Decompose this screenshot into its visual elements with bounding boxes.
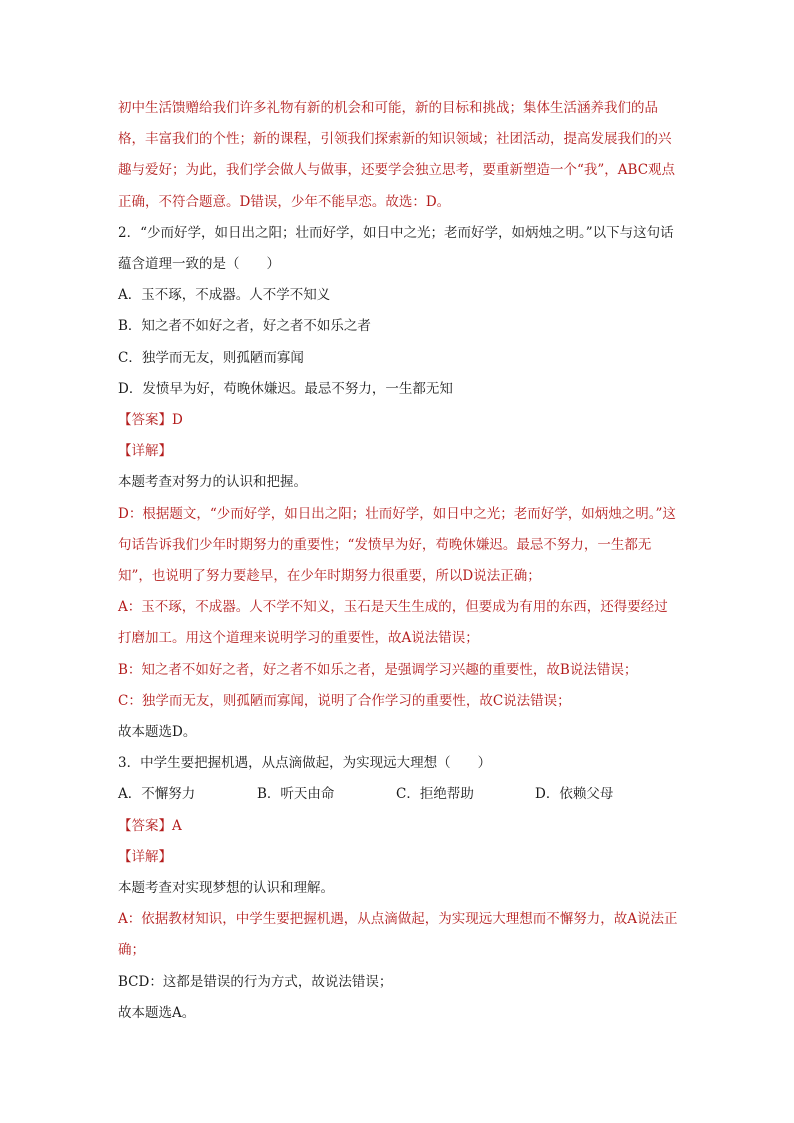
- question-3-answer: 【答案】A: [118, 817, 182, 834]
- question-2-option-c: C．独学而无友，则孤陋而寡闻: [118, 349, 304, 366]
- document-content: [118, 93, 678, 1029]
- question-2-answer: 【答案】D: [118, 412, 183, 429]
- question-3-option-a: A．不懈努力: [118, 786, 196, 803]
- question-2-detail-heading: 【详解】: [118, 443, 172, 460]
- question-3-option-d: D．依赖父母: [535, 786, 614, 803]
- question-2-analysis-b: B：知之者不如好之者，好之者不如乐之者，是强调学习兴趣的重要性，故B说法错误；: [118, 661, 638, 678]
- question-2-option-d: D．发愤早为好，苟晚休嫌迟。最忌不努力，一生都无知: [118, 380, 453, 397]
- question-3-analysis-bcd: BCD：这都是错误的行为方式，故说法错误；: [118, 973, 393, 990]
- question-2-analysis-c: C：独学而无友，则孤陋而寡闻，说明了合作学习的重要性，故C说法错误；: [118, 692, 571, 709]
- question-3-conclusion: 故本题选A。: [118, 1004, 196, 1021]
- question-3-option-b: B．听天由命: [257, 786, 335, 803]
- question-3-options: [118, 779, 678, 810]
- question-2-option-b: B．知之者不如好之者，好之者不如乐之者: [118, 318, 371, 335]
- question-3-detail-heading: 【详解】: [118, 848, 172, 865]
- question-2-conclusion: 故本题选D。: [118, 724, 197, 741]
- question-3-stem: 3．中学生要把握机遇，从点滴做起，为实现远大理想（ ）: [118, 755, 492, 772]
- question-2-stem: 2．“少而好学，如日出之阳；壮而好学，如日中之光；老而好学，如炳烛之明。”以下与这句话蕴含道理一致的是（ ）: [118, 224, 674, 273]
- question-2-option-a: A．玉不琢，不成器。人不学不知义: [118, 287, 331, 304]
- question-3-option-c: C．拒绝帮助: [396, 786, 474, 803]
- question-3-analysis-a: A：依据教材知识，中学生要把握机遇，从点滴做起，为实现远大理想而不懈努力，故A说法正确；: [118, 911, 678, 959]
- intro-paragraph: 初中生活馈赠给我们许多礼物有新的机会和可能，新的目标和挑战；集体生活涵养我们的品格，丰富我们的个性；新的课程，引领我们探索新的知识领域；社团活动，提高发展我们的兴趣与爱好；为此，我们学会做人与做事，还要学会独立思考，要重新塑造一个“我”，ABC观点正确，不符合题意。D错误，少年不能早恋。故选：D。: [118, 100, 676, 210]
- question-2-analysis-d: D：根据题文，“少而好学，如日出之阳；壮而好学，如日中之光；老而好学，如炳烛之明。”这句话告诉我们少年时期努力的重要性；“发愤早为好，苟晚休嫌迟。最忌不努力，一生都无知”，也说明了努力要趁早，在少年时期努力很重要，所以D说法正确；: [118, 505, 676, 585]
- question-2-detail-intro: 本题考查对努力的认识和把握。: [118, 474, 307, 491]
- question-2-analysis-a: A：玉不琢，不成器。人不学不知义，玉石是天生生成的，但要成为有用的东西，还得要经过打磨加工。用这个道理来说明学习的重要性，故A说法错误；: [118, 599, 668, 647]
- question-3-detail-intro: 本题考查对实现梦想的认识和理解。: [118, 880, 334, 897]
